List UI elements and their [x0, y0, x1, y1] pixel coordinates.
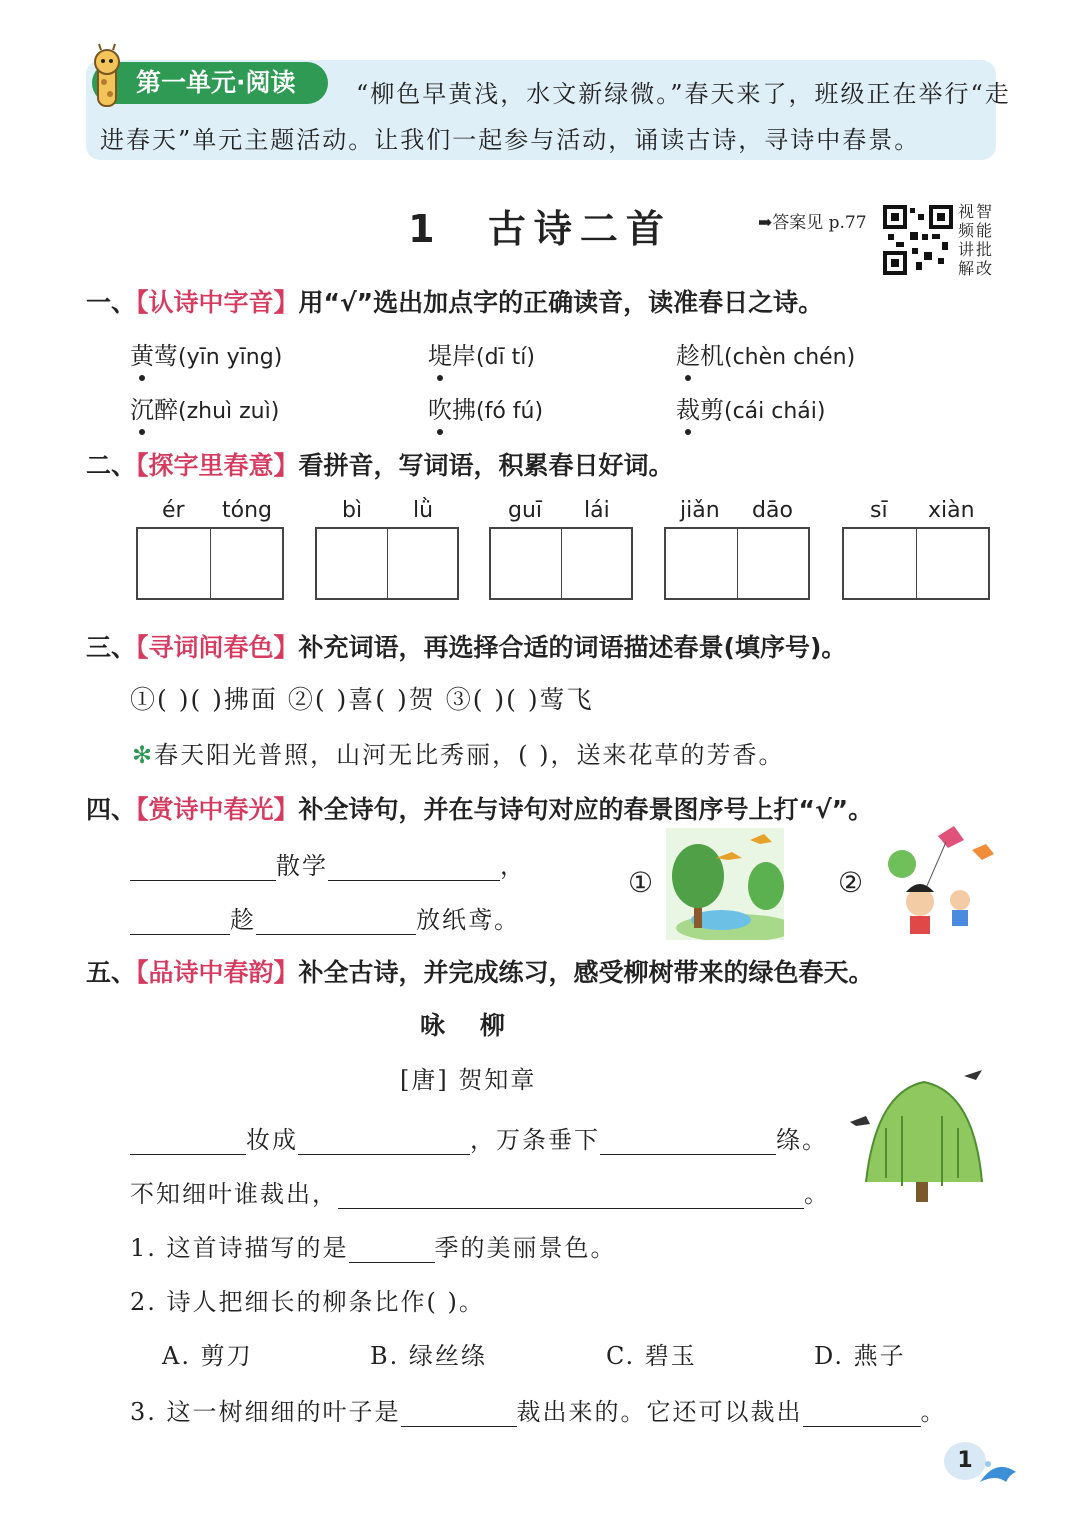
pinyin-label: tóng — [222, 498, 272, 523]
section3-tag: 【寻词间春色】 — [136, 633, 299, 662]
spring-landscape-picture[interactable] — [666, 828, 784, 940]
pinyin-choice-item[interactable]: 趁机(chèn chén) — [676, 336, 855, 371]
section2-tag: 【探字里春意】 — [136, 451, 299, 480]
poem-fill-line-1[interactable]: 散学 ， — [130, 846, 526, 881]
lesson-name: 古诗二首 — [487, 207, 672, 251]
unit-label: 第一单元·阅读 — [92, 62, 328, 104]
lesson-number: 1 — [408, 207, 443, 251]
writing-box[interactable] — [489, 527, 633, 600]
pinyin-label: ér — [162, 498, 185, 523]
giraffe-icon — [84, 42, 128, 108]
pinyin-label: sī — [870, 498, 888, 523]
writing-box[interactable] — [664, 527, 810, 600]
page-number: 1 — [944, 1442, 986, 1480]
option-d[interactable]: D. 燕子 — [814, 1342, 906, 1370]
pinyin-label: dāo — [752, 498, 793, 523]
question-1[interactable]: 1. 这首诗描写的是 季的美丽景色。 — [130, 1234, 617, 1262]
section5-heading — [86, 953, 874, 989]
sentence-text: 春天阳光普照，山河无比秀丽，( )，送来花草的芳香。 — [154, 741, 785, 769]
pinyin-label: jiǎn — [680, 498, 720, 523]
pinyin-label: lái — [584, 498, 610, 523]
kite-flying-children-picture[interactable] — [880, 822, 998, 938]
poem-line-2[interactable]: 不知细叶谁裁出， 。 — [130, 1180, 830, 1208]
writing-box[interactable] — [842, 527, 990, 600]
star-icon: ✻ — [132, 741, 155, 769]
poem-line-1[interactable]: 妆成 ，万条垂下 绦。 — [130, 1120, 828, 1155]
section5-instruction: 补全古诗，并完成练习，感受柳树带来的绿色春天。 — [298, 958, 874, 987]
section2-number: 二、 — [86, 451, 137, 480]
section1-number: 一、 — [86, 288, 137, 317]
pinyin-label: guī — [508, 498, 543, 523]
question-3[interactable]: 3. 这一树细细的叶子是 裁出来的。它还可以裁出 。 — [130, 1398, 947, 1426]
section4-number: 四、 — [86, 795, 137, 824]
option-b[interactable]: B. 绿丝绦 — [370, 1342, 487, 1370]
picture-option-1-label[interactable]: ① — [628, 866, 656, 899]
section5-number: 五、 — [86, 958, 137, 987]
pinyin-label: bì — [342, 498, 363, 523]
pinyin-label: xiàn — [928, 498, 975, 523]
writing-box[interactable] — [315, 527, 459, 600]
section2-instruction: 看拼音，写词语，积累春日好词。 — [298, 451, 674, 480]
writing-box[interactable] — [136, 527, 284, 600]
poem-title: 咏 柳 — [420, 1011, 505, 1040]
option-c[interactable]: C. 碧玉 — [606, 1342, 697, 1370]
section3-number: 三、 — [86, 633, 137, 662]
intro-text-line2: 进春天”单元主题活动。让我们一起参与活动，诵读古诗，寻诗中春景。 — [100, 126, 921, 154]
pinyin-choice-item[interactable]: 裁剪(cái chái) — [676, 390, 825, 425]
section4-instruction: 补全诗句，并在与诗句对应的春景图序号上打“√”。 — [298, 795, 874, 824]
section4-heading — [86, 790, 873, 826]
dolphin-icon — [978, 1456, 1020, 1492]
section3-heading — [86, 628, 846, 664]
section1-tag: 【认诗中字音】 — [136, 288, 299, 317]
poem-author: [唐] 贺知章 — [400, 1066, 537, 1094]
option-a[interactable]: A. 剪刀 — [162, 1342, 253, 1370]
willow-tree-picture — [846, 1062, 996, 1210]
answer-reference[interactable]: ➡答案见 p.77 — [758, 213, 867, 233]
word-fill-line[interactable]: ①( )( )拂面 ②( )喜( )贺 ③( )( )莺飞 — [130, 685, 594, 714]
qr-label: 视智频能讲批解改 — [958, 202, 995, 278]
intro-text-line1: “柳色早黄浅，水文新绿微。”春天来了，班级正在举行“走 — [356, 80, 1011, 108]
section5-tag: 【品诗中春韵】 — [136, 958, 299, 987]
section4-tag: 【赏诗中春光】 — [136, 795, 299, 824]
section1-heading — [86, 283, 823, 319]
sentence-fill-line[interactable] — [132, 735, 784, 770]
section1-instruction: 用“√”选出加点字的正确读音，读准春日之诗。 — [298, 288, 824, 317]
qr-code-icon[interactable] — [882, 204, 954, 276]
pinyin-choice-item[interactable]: 堤岸(dī tí) — [428, 336, 535, 371]
pinyin-label: lǜ — [413, 498, 434, 523]
section3-instruction: 补充词语，再选择合适的词语描述春景(填序号)。 — [298, 633, 847, 662]
picture-option-2-label[interactable]: ② — [838, 866, 866, 899]
pinyin-choice-item[interactable]: 吹拂(fó fú) — [428, 390, 543, 425]
section2-heading — [86, 446, 674, 482]
poem-fill-line-2[interactable]: 趁 放纸鸢。 — [130, 900, 520, 935]
pinyin-choice-item[interactable]: 沉醉(zhuì zuì) — [130, 390, 279, 425]
question-2[interactable]: 2. 诗人把细长的柳条比作( )。 — [130, 1288, 485, 1316]
pinyin-choice-item[interactable]: 黄莺(yīn yīng) — [130, 336, 282, 371]
